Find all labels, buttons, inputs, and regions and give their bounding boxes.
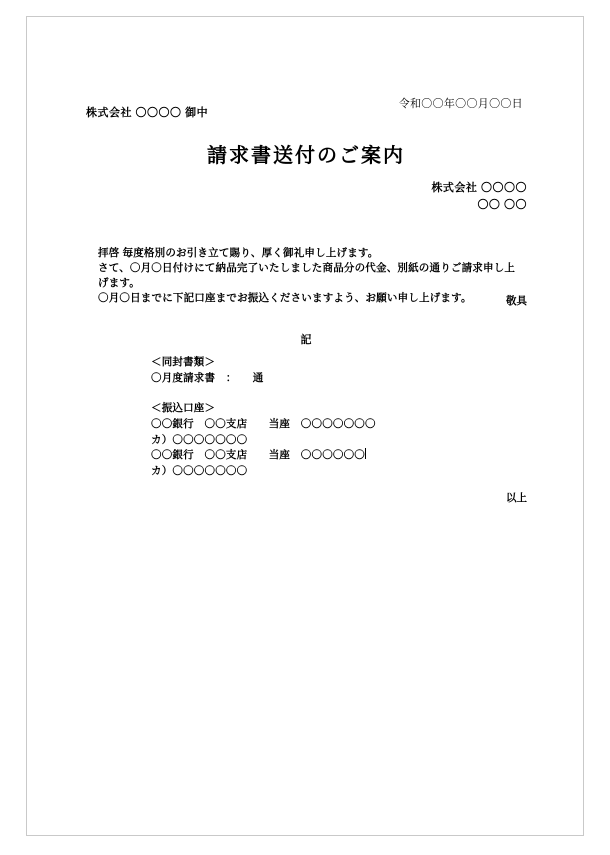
bank-account-1-line-2: カ）〇〇〇〇〇〇〇	[151, 434, 248, 446]
enclosure-heading: ＜同封書類＞	[151, 356, 216, 368]
sender-block	[431, 180, 527, 214]
document-date: 令和〇〇年〇〇月〇〇日	[398, 98, 523, 110]
body-paragraph	[98, 246, 518, 306]
end-mark: 以上	[506, 492, 527, 504]
body-line-3: 〇月〇日までに下記口座までお振込くださいますよう、お願い申し上げます。	[98, 292, 472, 304]
bank-account-2-line-1	[151, 447, 366, 463]
sender-company: 株式会社 〇〇〇〇	[431, 182, 527, 194]
closing-word: 敬具	[506, 295, 527, 307]
text-cursor	[365, 448, 366, 459]
body-line-2: さて、〇月〇日付けにて納品完了いたしました商品分の代金、別紙の通りご請求申し上げます。	[98, 262, 516, 289]
addressee-line: 株式会社 〇〇〇〇 御中	[86, 107, 209, 119]
document-body	[27, 17, 585, 837]
bank-section	[151, 400, 376, 448]
ki-mark: 記	[300, 334, 312, 346]
sender-person: 〇〇 〇〇	[477, 199, 527, 211]
bank-section-2	[151, 447, 366, 479]
document-sheet	[26, 16, 584, 836]
enclosure-item: 〇月度請求書 ： 通	[151, 372, 264, 384]
bank-account-2-text: 〇〇銀行 〇〇支店 当座 〇〇〇〇〇〇	[151, 449, 365, 461]
bank-account-2-line-2: カ）〇〇〇〇〇〇〇	[151, 465, 248, 477]
bank-heading: ＜振込口座＞	[151, 402, 216, 414]
enclosure-section	[151, 354, 263, 386]
page-title: 請求書送付のご案内	[207, 145, 405, 167]
body-line-1: 拝啓 毎度格別のお引き立て賜り、厚く御礼申し上げます。	[98, 247, 379, 259]
bank-account-1-line-1: 〇〇銀行 〇〇支店 当座 〇〇〇〇〇〇〇	[151, 418, 376, 430]
